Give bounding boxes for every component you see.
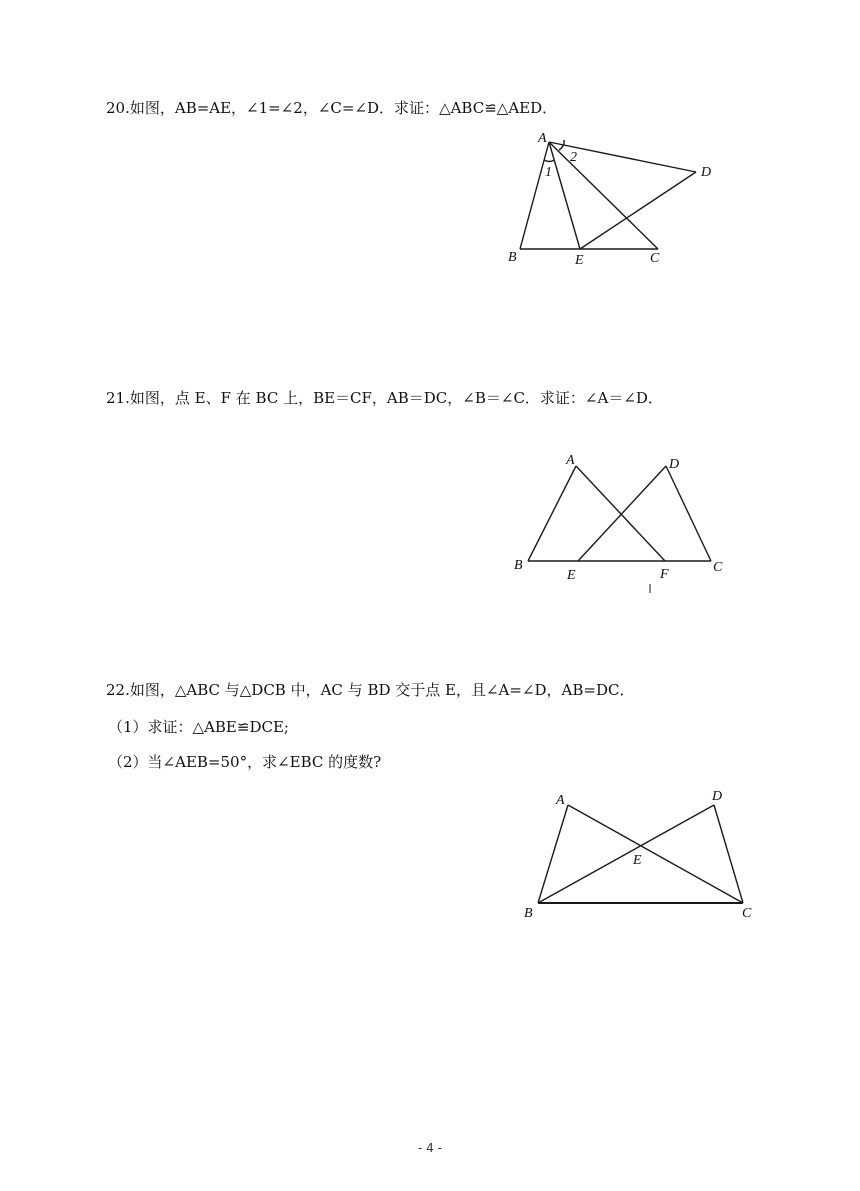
page-number: - 4 - xyxy=(418,1141,442,1155)
label-e: E xyxy=(575,253,584,268)
problem-22-part-1-text: （1）求证：△ABE≌DCE; xyxy=(108,718,289,736)
segment-ac xyxy=(568,805,743,903)
segment-ab xyxy=(520,142,549,249)
segment-db xyxy=(538,805,714,903)
problem-22-text xyxy=(106,680,634,700)
label-a: A xyxy=(538,131,547,146)
label-d: D xyxy=(701,165,712,180)
label-e: E xyxy=(567,568,576,583)
segment-de xyxy=(578,466,666,561)
label-a: A xyxy=(556,793,565,808)
segment-af xyxy=(576,466,665,561)
segment-dc xyxy=(666,466,711,561)
segment-dc xyxy=(714,805,743,903)
label-angle-2: 2 xyxy=(570,150,577,165)
label-a: A xyxy=(566,453,575,468)
problem-22-part-2-text: （2）当∠AEB=50°，求∠EBC 的度数? xyxy=(108,753,382,771)
problem-20-text xyxy=(106,98,557,118)
problem-21-figure xyxy=(510,450,740,600)
problem-21-statement: 21.如图，点 E、F 在 BC 上，BE＝CF，AB＝DC，∠B＝∠C．求证：∠A＝∠D． xyxy=(106,389,663,407)
problem-22-statement: 22.如图，△ABC 与△DCB 中，AC 与 BD 交于点 E，且∠A=∠D，AB=DC． xyxy=(106,681,635,699)
label-f: F xyxy=(660,567,669,582)
label-c: C xyxy=(742,906,752,921)
segment-ab xyxy=(528,466,576,561)
angle-1-arc xyxy=(544,160,554,162)
label-b: B xyxy=(524,906,533,921)
label-d: D xyxy=(712,789,723,804)
problem-22-part-1 xyxy=(108,717,289,737)
label-angle-1: 1 xyxy=(545,165,552,180)
label-b: B xyxy=(514,558,523,573)
segment-ed xyxy=(580,172,696,249)
problem-20-statement: 20.如图，AB=AE，∠1=∠2，∠C=∠D．求证：△ABC≌△AED． xyxy=(106,99,558,117)
problem-22-part-2 xyxy=(108,752,381,772)
problem-20-figure xyxy=(500,128,730,270)
problem-22-figure xyxy=(520,785,770,930)
label-b: B xyxy=(508,250,517,265)
label-d: D xyxy=(669,457,680,472)
problem-21-text xyxy=(106,388,663,408)
label-e: E xyxy=(633,853,642,868)
label-c: C xyxy=(650,251,660,266)
label-c: C xyxy=(713,560,723,575)
